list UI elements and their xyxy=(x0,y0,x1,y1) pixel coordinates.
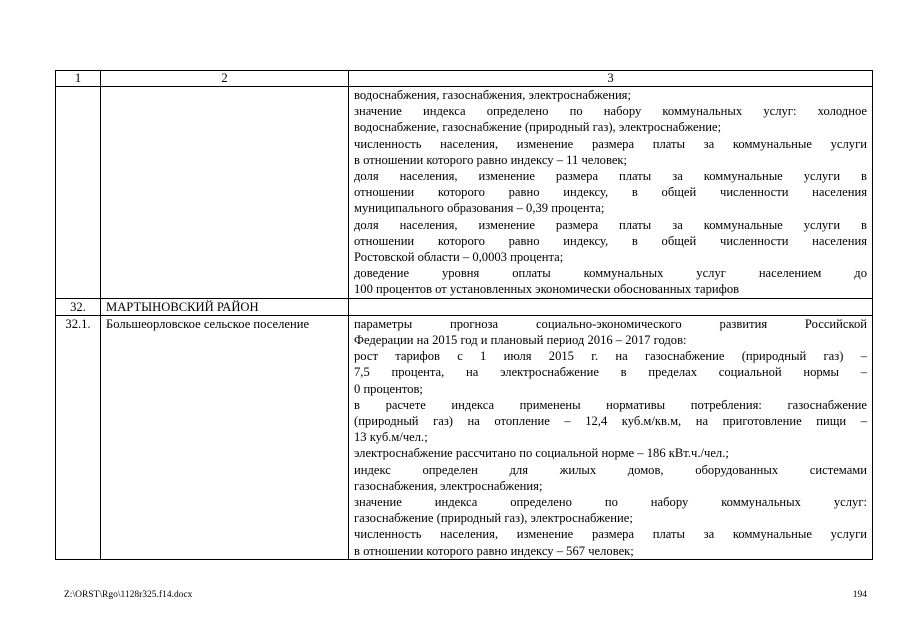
text-line: численность населения, изменение размера платы за коммунальные услуги xyxy=(354,136,867,151)
text-line: индекс определен для жилых домов, оборудованных системами xyxy=(354,462,867,477)
text-line: параметры прогноза социально-экономического развития Российской xyxy=(354,316,867,331)
text-line: отношении которого равно индексу, в общей численности населения xyxy=(354,233,867,248)
district-number: 32. xyxy=(56,298,101,315)
header-row xyxy=(56,71,873,87)
header-col-3: 3 xyxy=(349,71,873,87)
settlement-text-cell xyxy=(349,315,873,559)
text-line: 7,5 процента, на электроснабжение в пределах социальной нормы – xyxy=(354,365,867,380)
text-line: отношении которого равно индексу, в общей численности населения xyxy=(354,185,867,200)
text-line: газоснабжение (природный газ), электроснабжение; xyxy=(354,511,633,526)
district-row xyxy=(56,298,873,315)
header-col-2: 2 xyxy=(101,71,349,87)
text-line: муниципального образования – 0,39 процента; xyxy=(354,201,605,216)
text-line: Ростовской области – 0,0003 процента; xyxy=(354,250,564,265)
text-line: численность населения, изменение размера платы за коммунальные услуги xyxy=(354,527,867,542)
text-line: водоснабжения, газоснабжения, электроснабжения; xyxy=(354,88,631,102)
continuation-row xyxy=(56,87,873,299)
settlement-number: 32.1. xyxy=(56,315,101,559)
text-line: доведение уровня оплаты коммунальных услуг населением до xyxy=(354,266,867,281)
text-line: значение индекса определено по набору коммунальных услуг: xyxy=(354,495,867,510)
text-line: в расчете индекса применены нормативы потребления: газоснабжение xyxy=(354,397,867,412)
text-line: водоснабжение, газоснабжение (природный газ), электроснабжение; xyxy=(354,120,722,135)
text-line: в отношении которого равно индексу – 11 человек; xyxy=(354,152,628,167)
text-line: значение индекса определено по набору коммунальных услуг: холодное xyxy=(354,104,867,119)
settlement-row xyxy=(56,315,873,559)
continuation-number-cell xyxy=(56,87,101,299)
footer-page-number: 194 xyxy=(852,590,867,600)
text-line: 13 куб.м/чел.; xyxy=(354,430,428,445)
footer-file-path: Z:\ORST\Rgo\1128r325.f14.docx xyxy=(64,590,193,600)
text-line: 0 процентов; xyxy=(354,381,423,396)
text-line: 100 процентов от установленных экономически обоснованных тарифов xyxy=(354,282,740,297)
header-col-1: 1 xyxy=(56,71,101,87)
continuation-name-cell xyxy=(101,87,349,299)
settlement-name: Большеорловское сельское поселение xyxy=(101,315,349,559)
text-line: в отношении которого равно индексу – 567 человек; xyxy=(354,543,634,558)
document-table xyxy=(55,70,873,560)
continuation-text-cell xyxy=(349,87,873,299)
text-line: доля населения, изменение размера платы за коммунальные услуги в xyxy=(354,169,867,184)
text-line: Федерации на 2015 год и плановый период 2016 – 2017 годов: xyxy=(354,333,687,348)
text-line: доля населения, изменение размера платы за коммунальные услуги в xyxy=(354,217,867,232)
text-line: газоснабжения, электроснабжения; xyxy=(354,478,543,493)
district-name: МАРТЫНОВСКИЙ РАЙОН xyxy=(101,298,349,315)
district-empty-cell xyxy=(349,298,873,315)
text-line: рост тарифов с 1 июля 2015 г. на газоснабжение (природный газ) – xyxy=(354,349,867,364)
text-line: (природный газ) на отопление – 12,4 куб.м/кв.м, на приготовление пищи – xyxy=(354,414,867,429)
text-line: электроснабжение рассчитано по социальной норме – 186 кВт.ч./чел.; xyxy=(354,446,729,461)
